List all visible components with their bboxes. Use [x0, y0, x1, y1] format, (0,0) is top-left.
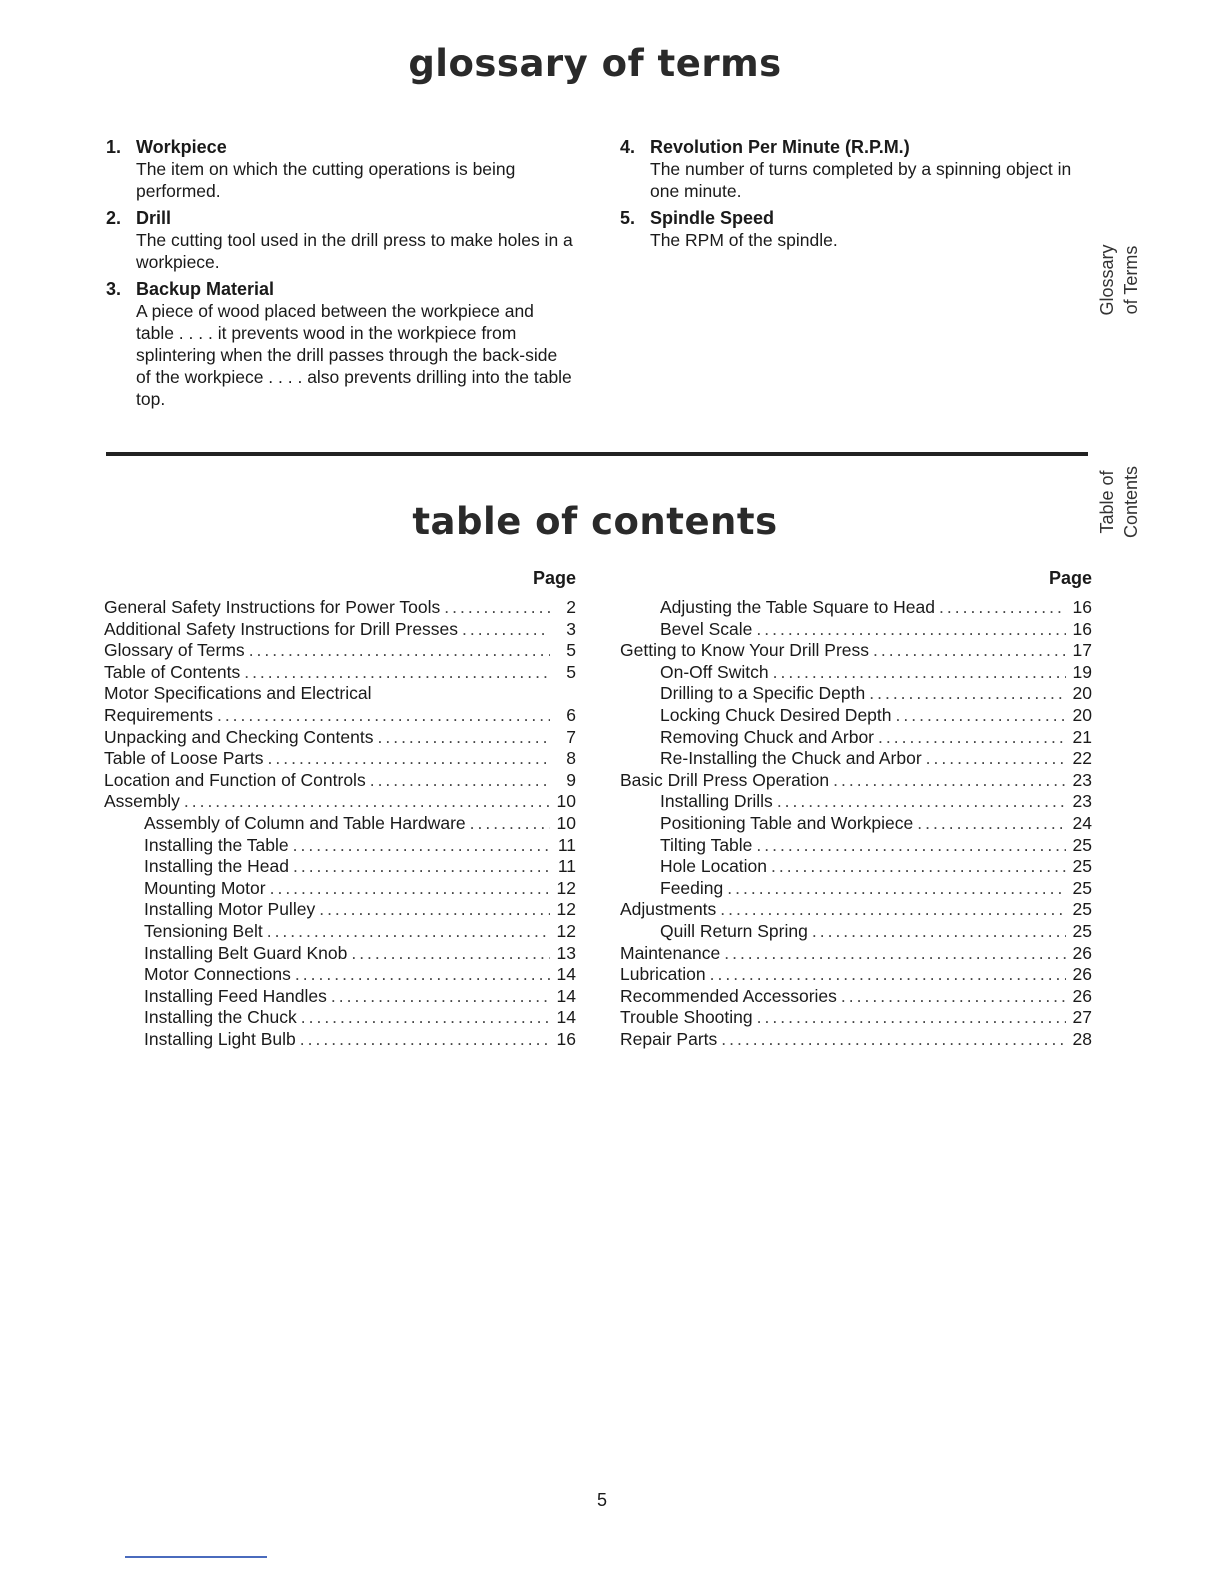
toc-entry-page: 12	[556, 920, 576, 941]
toc-dot-leader	[268, 748, 550, 770]
toc-dot-leader	[771, 856, 1066, 878]
toc-entry-page: 28	[1072, 1028, 1092, 1049]
glossary-term-definition: The number of turns completed by a spinning object in one minute.	[650, 159, 1072, 201]
toc-entry-page: 25	[1072, 834, 1092, 855]
toc-entry-title: Installing the Head	[144, 856, 289, 877]
glossary-term-definition: The RPM of the spindle.	[650, 230, 838, 250]
toc-dot-leader	[724, 943, 1066, 965]
toc-entry-title: Motor Specifications and Electrical	[104, 683, 372, 704]
toc-dot-leader	[470, 813, 550, 835]
toc-entry-title: Repair Parts	[620, 1028, 718, 1049]
toc-entry-title: Motor Connections	[144, 964, 291, 985]
toc-entry	[104, 640, 576, 662]
toc-entry	[104, 748, 576, 770]
toc-dot-leader	[370, 770, 550, 792]
toc-entry-page: 10	[556, 791, 576, 812]
toc-entry	[620, 813, 1092, 835]
toc-entry	[620, 705, 1092, 727]
toc-right-list	[620, 597, 1092, 1050]
toc-dot-leader	[217, 705, 550, 727]
glossary-term	[620, 207, 1100, 251]
toc-entry-title: Bevel Scale	[660, 618, 753, 639]
toc-entry	[104, 878, 576, 900]
glossary-term-number: 1.	[106, 137, 122, 157]
toc-entry-page: 23	[1072, 791, 1092, 812]
glossary-term-name: Backup Material	[136, 279, 275, 299]
toc-entry-page: 26	[1072, 964, 1092, 985]
toc-entry-page: 27	[1072, 1007, 1092, 1028]
toc-entry-title: Installing Drills	[660, 791, 773, 812]
toc-entry-title: Table of Contents	[104, 661, 241, 682]
toc-entry-title: Installing the Chuck	[144, 1007, 297, 1028]
toc-entry-title: Tilting Table	[660, 834, 753, 855]
glossary-term-heading	[106, 136, 576, 158]
toc-dot-leader	[710, 964, 1066, 986]
toc-dot-leader	[301, 1007, 550, 1029]
toc-entry	[104, 683, 576, 705]
toc-entry-page: 25	[1072, 899, 1092, 920]
toc-entry-page: 20	[1072, 704, 1092, 725]
toc-entry	[104, 597, 576, 619]
toc-entry	[104, 1007, 576, 1029]
toc-dot-leader	[833, 770, 1066, 792]
toc-entry-title: Getting to Know Your Drill Press	[620, 640, 870, 661]
toc-entry	[620, 640, 1092, 662]
toc-dot-leader	[295, 964, 550, 986]
toc-dot-leader	[841, 986, 1066, 1008]
toc-dot-leader	[896, 705, 1066, 727]
toc-dot-leader	[869, 683, 1066, 705]
glossary-term-number: 4.	[620, 137, 636, 157]
toc-left-column	[104, 565, 576, 1050]
side-tab-glossary-line1: Glossary	[1097, 244, 1117, 316]
toc-entry-page: 3	[566, 618, 576, 639]
toc-entry-page: 14	[556, 964, 576, 985]
toc-entry	[620, 856, 1092, 878]
toc-entry-title: Adjustments	[620, 899, 717, 920]
toc-entry	[620, 835, 1092, 857]
glossary-term-number: 5.	[620, 208, 636, 228]
toc-dot-leader	[727, 878, 1066, 900]
toc-entry-page: 6	[566, 704, 576, 725]
toc-entry-title: On-Off Switch	[660, 661, 769, 682]
toc-dot-leader	[444, 597, 550, 619]
toc-dot-leader	[377, 727, 550, 749]
glossary-term-number: 2.	[106, 208, 122, 228]
toc-right-column	[620, 565, 1092, 1050]
page-number: 5	[596, 1490, 607, 1510]
glossary-term-heading	[106, 207, 576, 229]
toc-entry-page: 17	[1072, 640, 1092, 661]
toc-entry-title: Table of Loose Parts	[104, 748, 264, 769]
glossary-term-name: Spindle Speed	[650, 208, 775, 228]
toc-dot-leader	[293, 856, 550, 878]
toc-dot-leader	[720, 899, 1066, 921]
toc-entry-page: 8	[566, 748, 576, 769]
toc-dot-leader	[267, 921, 550, 943]
glossary-title: glossary of terms	[408, 42, 782, 85]
toc-entry	[104, 791, 576, 813]
toc-entry-page: 23	[1072, 769, 1092, 790]
toc-entry-page: 16	[1072, 618, 1092, 639]
toc-entry-page: 11	[557, 856, 576, 877]
toc-entry-title: Glossary of Terms	[104, 640, 245, 661]
toc-entry	[620, 770, 1092, 792]
toc-entry-page: 12	[556, 899, 576, 920]
toc-entry-page: 16	[556, 1028, 576, 1049]
toc-entry-title: Positioning Table and Workpiece	[660, 812, 914, 833]
glossary-term-number: 3.	[106, 279, 122, 299]
side-tab-glossary-line2: of Terms	[1121, 245, 1141, 315]
toc-entry-title: Additional Safety Instructions for Drill Presses	[104, 618, 459, 639]
toc-entry-page: 24	[1072, 812, 1092, 833]
toc-dot-leader	[812, 921, 1066, 943]
toc-entry-title: Installing Light Bulb	[144, 1028, 296, 1049]
toc-entry-page: 10	[556, 812, 576, 833]
toc-dot-leader	[939, 597, 1066, 619]
toc-entry-page: 13	[556, 942, 576, 963]
toc-entry-page: 25	[1072, 856, 1092, 877]
toc-entry-title: Quill Return Spring	[660, 920, 808, 941]
toc-entry	[620, 597, 1092, 619]
toc-dot-leader	[319, 899, 550, 921]
toc-entry-title: Tensioning Belt	[144, 920, 263, 941]
toc-entry-page: 21	[1072, 726, 1092, 747]
toc-entry-title: Installing Belt Guard Knob	[144, 942, 348, 963]
toc-dot-leader	[757, 1007, 1066, 1029]
toc-dot-leader	[351, 943, 550, 965]
toc-entry-page: 2	[566, 597, 576, 617]
toc-entry-title: Drilling to a Specific Depth	[660, 683, 866, 704]
toc-entry	[620, 619, 1092, 641]
glossary-term	[106, 136, 576, 202]
toc-entry-page: 25	[1072, 877, 1092, 898]
toc-entry	[104, 727, 576, 749]
glossary-term-name: Workpiece	[136, 137, 227, 157]
toc-entry	[620, 986, 1092, 1008]
toc-entry-page: 22	[1072, 748, 1092, 769]
toc-entry-page: 19	[1072, 661, 1092, 682]
toc-entry	[104, 1029, 576, 1051]
toc-entry	[104, 705, 576, 727]
toc-entry	[620, 791, 1092, 813]
toc-entry-page: 12	[556, 877, 576, 898]
toc-dot-leader	[773, 662, 1066, 684]
toc-page-label-right: Page	[1048, 568, 1092, 588]
toc-entry-title: Locking Chuck Desired Depth	[660, 704, 892, 725]
toc-dot-leader	[926, 748, 1066, 770]
glossary-term-name: Revolution Per Minute (R.P.M.)	[650, 137, 910, 157]
toc-dot-leader	[244, 662, 550, 684]
toc-left-list	[104, 597, 576, 1050]
glossary-term	[106, 278, 576, 410]
toc-entry	[104, 770, 576, 792]
toc-entry-title: Unpacking and Checking Contents	[104, 726, 374, 747]
glossary-term-heading	[106, 278, 576, 300]
side-tab-contents-line2: Contents	[1121, 465, 1141, 539]
toc-entry	[104, 835, 576, 857]
toc-page-label-left: Page	[532, 568, 576, 588]
toc-entry-title: Maintenance	[620, 942, 721, 963]
toc-entry-page: 14	[556, 985, 576, 1006]
toc-dot-leader	[721, 1029, 1066, 1051]
section-divider	[106, 452, 1088, 456]
toc-entry-page: 11	[557, 834, 576, 855]
toc-entry	[104, 921, 576, 943]
toc-entry	[104, 964, 576, 986]
toc-dot-leader	[249, 640, 550, 662]
toc-entry-page: 25	[1072, 920, 1092, 941]
toc-entry-page: 26	[1072, 942, 1092, 963]
toc-dot-leader	[462, 619, 550, 641]
toc-entry-title: Feeding	[660, 877, 724, 898]
toc-entry-title: Recommended Accessories	[620, 985, 837, 1006]
toc-dot-leader	[184, 791, 550, 813]
toc-entry-title: Location and Function of Controls	[104, 769, 366, 790]
glossary-term-definition: The cutting tool used in the drill press to make holes in a workpiece.	[136, 230, 573, 272]
toc-entry	[620, 1029, 1092, 1051]
side-tab-glossary	[1095, 220, 1147, 340]
toc-entry-page: 26	[1072, 985, 1092, 1006]
glossary-term-heading	[620, 207, 1100, 229]
toc-entry	[620, 964, 1092, 986]
toc-entry-page: 5	[566, 640, 576, 661]
toc-entry-title: General Safety Instructions for Power Tools	[104, 597, 441, 617]
toc-dot-leader	[873, 640, 1066, 662]
glossary-right-column	[620, 136, 1100, 256]
footnote-rule	[125, 1556, 267, 1558]
glossary-term-definition: A piece of wood placed between the workpiece and table . . . . it prevents wood in the workpiece from splintering when the drill passes through the back-side of the workpiece . . . . also prevents drilling into the table top.	[136, 301, 572, 409]
toc-entry	[620, 662, 1092, 684]
glossary-term	[620, 136, 1100, 202]
toc-entry-title: Basic Drill Press Operation	[620, 769, 830, 790]
toc-dot-leader	[300, 1029, 550, 1051]
toc-entry	[620, 943, 1092, 965]
glossary-term-heading	[620, 136, 1100, 158]
toc-dot-leader	[777, 791, 1066, 813]
toc-entry-title: Installing Motor Pulley	[144, 899, 316, 920]
toc-entry	[104, 856, 576, 878]
toc-dot-leader	[917, 813, 1066, 835]
toc-title: table of contents	[412, 500, 778, 543]
toc-entry-title: Assembly	[104, 791, 180, 812]
toc-entry-title: Requirements	[104, 704, 213, 725]
toc-dot-leader	[878, 727, 1066, 749]
toc-dot-leader	[756, 619, 1066, 641]
toc-entry	[620, 727, 1092, 749]
toc-dot-leader	[293, 835, 550, 857]
toc-entry-page: 5	[566, 661, 576, 682]
toc-entry	[104, 813, 576, 835]
toc-entry-page: 7	[566, 726, 576, 747]
toc-entry-title: Mounting Motor	[144, 877, 266, 898]
toc-entry-title: Installing Feed Handles	[144, 985, 327, 1006]
toc-dot-leader	[331, 986, 550, 1008]
toc-entry-title: Installing the Table	[144, 834, 289, 855]
toc-entry-page: 16	[1072, 597, 1092, 617]
toc-entry	[620, 878, 1092, 900]
glossary-term-definition: The item on which the cutting operations is being performed.	[136, 159, 516, 201]
toc-entry	[620, 748, 1092, 770]
toc-entry	[620, 1007, 1092, 1029]
toc-entry	[104, 619, 576, 641]
side-tab-contents-line1: Table of	[1097, 470, 1117, 534]
glossary-term-name: Drill	[136, 208, 172, 228]
glossary-term	[106, 207, 576, 273]
toc-entry-title: Trouble Shooting	[620, 1007, 753, 1028]
toc-entry-title: Lubrication	[620, 964, 706, 985]
glossary-left-column	[106, 136, 576, 415]
toc-entry-title: Hole Location	[660, 856, 768, 877]
toc-entry	[104, 662, 576, 684]
toc-entry-title: Re-Installing the Chuck and Arbor	[660, 748, 922, 769]
toc-entry-page: 9	[566, 769, 576, 790]
toc-entry	[104, 986, 576, 1008]
toc-entry-title: Removing Chuck and Arbor	[660, 726, 874, 747]
toc-dot-leader	[756, 835, 1066, 857]
toc-entry-title: Assembly of Column and Table Hardware	[144, 812, 466, 833]
toc-entry-page: 14	[556, 1007, 576, 1028]
toc-entry	[620, 921, 1092, 943]
toc-entry-title: Adjusting the Table Square to Head	[660, 597, 936, 617]
toc-dot-leader	[270, 878, 550, 900]
toc-entry	[104, 899, 576, 921]
toc-entry-page: 20	[1072, 683, 1092, 704]
toc-entry	[620, 683, 1092, 705]
toc-entry	[620, 899, 1092, 921]
toc-entry	[104, 943, 576, 965]
